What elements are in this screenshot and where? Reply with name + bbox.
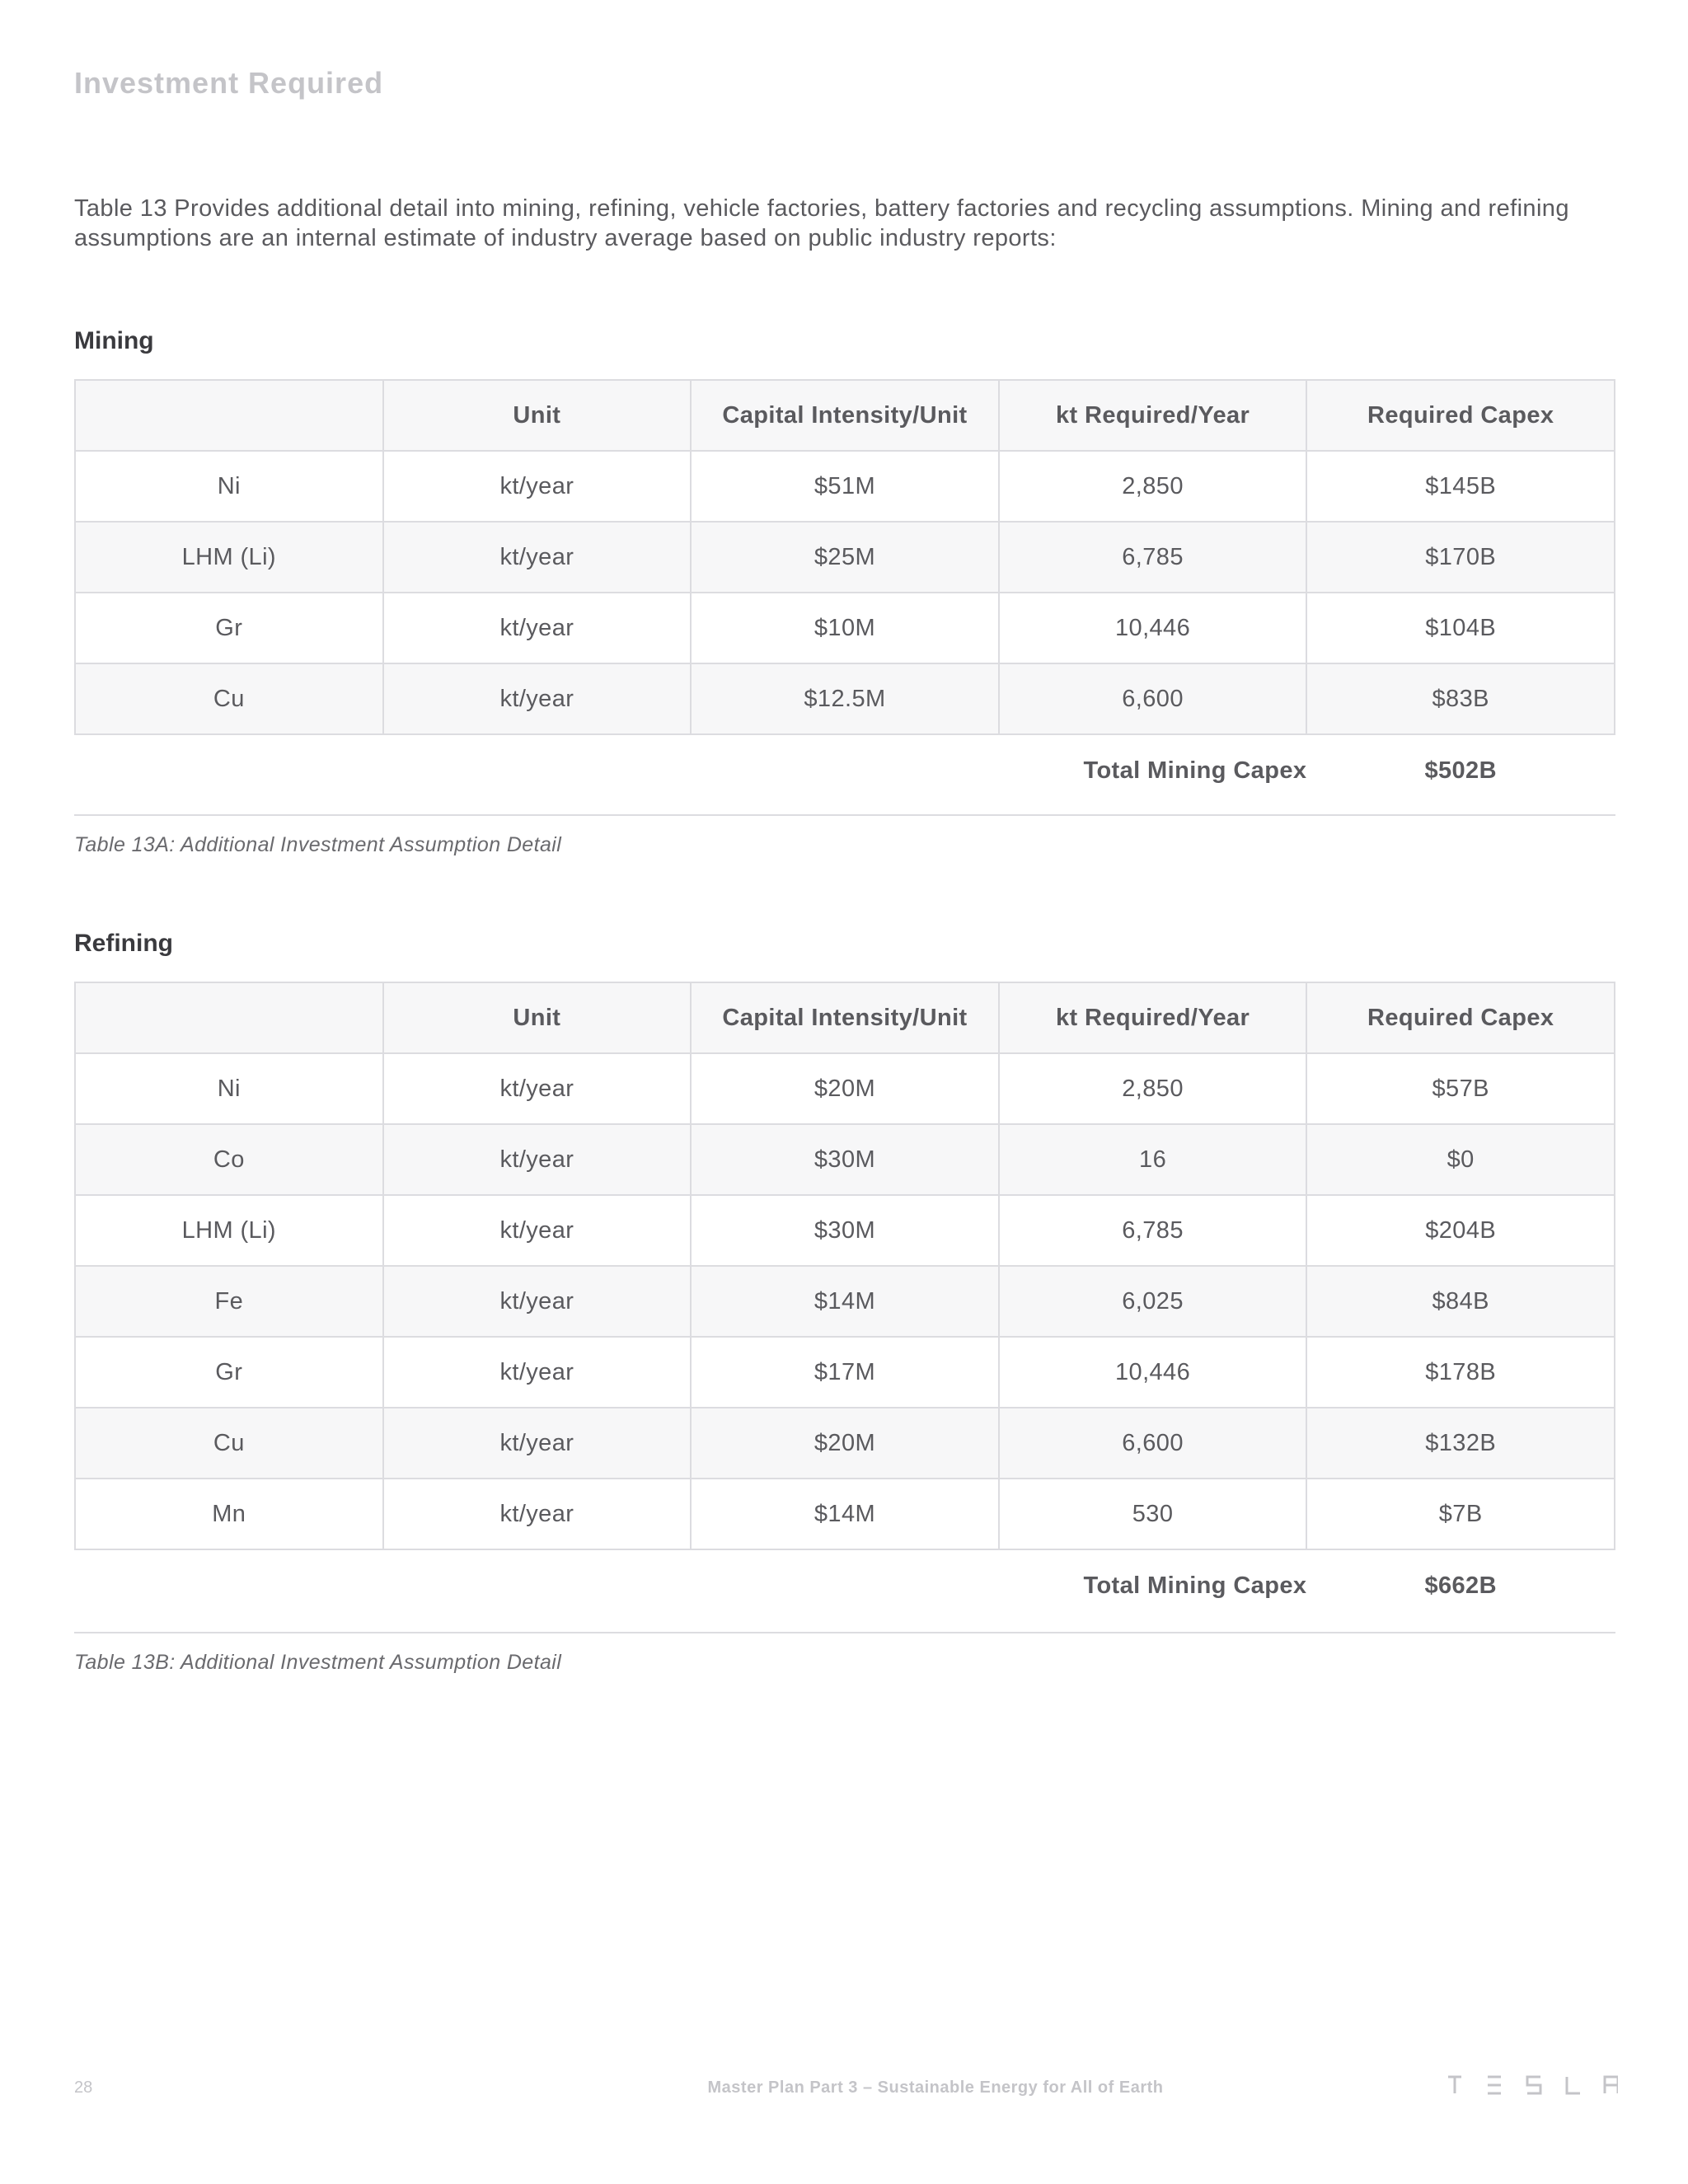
table-cell: 10,446 — [999, 1337, 1307, 1408]
table-cell: $170B — [1306, 522, 1615, 593]
column-header: Required Capex — [1306, 982, 1615, 1053]
table-cell: kt/year — [383, 593, 692, 663]
table-cell: $17M — [691, 1337, 999, 1408]
table-cell: kt/year — [383, 522, 692, 593]
table-cell: kt/year — [383, 451, 692, 522]
table-row — [75, 1124, 1615, 1195]
column-header: Required Capex — [1306, 380, 1615, 451]
divider — [74, 814, 1615, 816]
table-row — [75, 1479, 1615, 1549]
table-cell: kt/year — [383, 1337, 692, 1408]
table-cell: $30M — [691, 1124, 999, 1195]
table-cell: $7B — [1306, 1479, 1615, 1549]
table-cell: $20M — [691, 1053, 999, 1124]
table-row — [75, 1053, 1615, 1124]
total-row — [75, 1549, 1615, 1621]
total-value: $662B — [1424, 1572, 1497, 1599]
page-title: Investment Required — [74, 66, 384, 100]
total-label: Total Mining Capex — [1083, 1572, 1307, 1599]
divider — [74, 1632, 1615, 1633]
table-cell: $57B — [1306, 1053, 1615, 1124]
table-cell: $14M — [691, 1479, 999, 1549]
refining-heading: Refining — [74, 930, 173, 957]
table-cell: $14M — [691, 1266, 999, 1337]
table-cell: Gr — [75, 593, 383, 663]
table-cell: $12.5M — [691, 663, 999, 734]
refining-table — [74, 982, 1615, 1621]
table-cell: Gr — [75, 1337, 383, 1408]
table-header-row — [75, 982, 1615, 1053]
column-header: Capital Intensity/Unit — [691, 982, 999, 1053]
table-cell: LHM (Li) — [75, 1195, 383, 1266]
table-cell: $132B — [1306, 1408, 1615, 1479]
table-cell: LHM (Li) — [75, 522, 383, 593]
table-row — [75, 1195, 1615, 1266]
table-cell: kt/year — [383, 1053, 692, 1124]
table-cell: 10,446 — [999, 593, 1307, 663]
intro-paragraph: Table 13 Provides additional detail into mining, refining, vehicle factories, battery factories and recycling assumptions. Mining and refining assumptions are an internal estimate of industry average based on public industry reports: — [74, 195, 1569, 251]
table-header-row — [75, 380, 1615, 451]
table-cell: $204B — [1306, 1195, 1615, 1266]
column-header: Unit — [383, 380, 692, 451]
table-cell: $30M — [691, 1195, 999, 1266]
mining-table — [74, 379, 1615, 806]
table-cell: $10M — [691, 593, 999, 663]
table-cell: Co — [75, 1124, 383, 1195]
table-cell: 2,850 — [999, 451, 1307, 522]
column-header — [75, 380, 383, 451]
table-cell: Cu — [75, 1408, 383, 1479]
table-cell: $178B — [1306, 1337, 1615, 1408]
table-cell: 530 — [999, 1479, 1307, 1549]
table-cell: 6,600 — [999, 1408, 1307, 1479]
table-caption: Table 13A: Additional Investment Assumption Detail — [74, 833, 562, 856]
table-cell: $84B — [1306, 1266, 1615, 1337]
table-cell: $20M — [691, 1408, 999, 1479]
column-header — [75, 982, 383, 1053]
table-cell: 6,785 — [999, 522, 1307, 593]
table-row — [75, 1266, 1615, 1337]
column-header: kt Required/Year — [999, 982, 1307, 1053]
table-cell: $51M — [691, 451, 999, 522]
table-cell: Fe — [75, 1266, 383, 1337]
table-cell: Ni — [75, 451, 383, 522]
table-cell: kt/year — [383, 1408, 692, 1479]
table-row — [75, 593, 1615, 663]
table-cell: $25M — [691, 522, 999, 593]
page-number: 28 — [74, 2079, 93, 2097]
table-cell: $145B — [1306, 451, 1615, 522]
table-cell: kt/year — [383, 1266, 692, 1337]
table-cell: 16 — [999, 1124, 1307, 1195]
table-row — [75, 522, 1615, 593]
table-cell: kt/year — [383, 663, 692, 734]
table-cell: kt/year — [383, 1195, 692, 1266]
tesla-logo — [1448, 2075, 1618, 2095]
table-cell: 6,600 — [999, 663, 1307, 734]
total-label: Total Mining Capex — [1083, 757, 1307, 784]
column-header: Unit — [383, 982, 692, 1053]
table-cell: Ni — [75, 1053, 383, 1124]
table-row — [75, 451, 1615, 522]
table-cell: 2,850 — [999, 1053, 1307, 1124]
table-cell: kt/year — [383, 1479, 692, 1549]
column-header: kt Required/Year — [999, 380, 1307, 451]
footer-doc-title: Master Plan Part 3 – Sustainable Energy for All of Earth — [707, 2079, 1164, 2097]
table-row — [75, 1337, 1615, 1408]
table-caption: Table 13B: Additional Investment Assumption Detail — [74, 1651, 562, 1674]
mining-heading: Mining — [74, 327, 154, 354]
table-row — [75, 1408, 1615, 1479]
table-cell: $83B — [1306, 663, 1615, 734]
table-row — [75, 663, 1615, 734]
table-cell: Mn — [75, 1479, 383, 1549]
column-header: Capital Intensity/Unit — [691, 380, 999, 451]
table-cell: 6,785 — [999, 1195, 1307, 1266]
table-cell: $0 — [1306, 1124, 1615, 1195]
total-value: $502B — [1424, 757, 1497, 784]
table-cell: kt/year — [383, 1124, 692, 1195]
table-cell: Cu — [75, 663, 383, 734]
table-cell: 6,025 — [999, 1266, 1307, 1337]
table-cell: $104B — [1306, 593, 1615, 663]
total-row — [75, 734, 1615, 806]
